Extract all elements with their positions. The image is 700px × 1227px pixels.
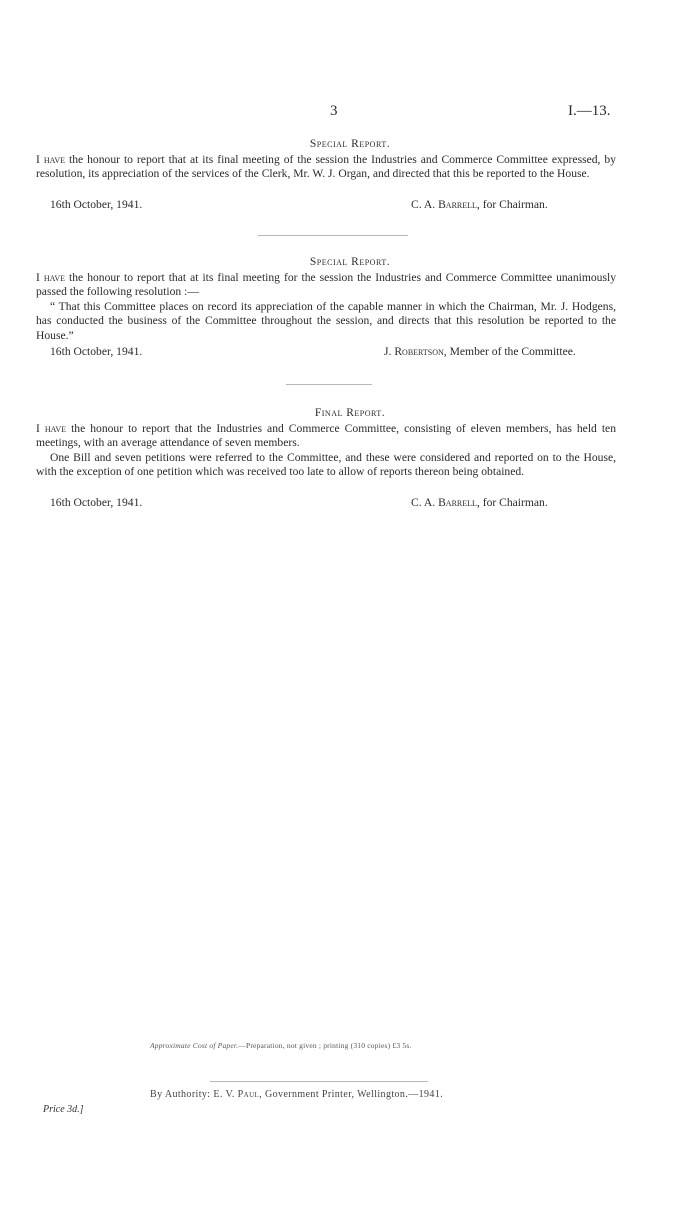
- report-paragraph: [36, 422, 616, 480]
- cost-footnote: [150, 1041, 412, 1050]
- signatory: [411, 496, 548, 509]
- report-date: 16th October, 1941.: [50, 345, 143, 358]
- paragraph-text: the honour to report that at its final meeting of the session the Industries and Commerce Committee expressed, by resolution, its appreciation of the services of the Clerk, Mr. W. J. Organ, and directed that this be reported to the House.: [36, 153, 616, 181]
- printer-name: Paul: [237, 1089, 260, 1100]
- section-divider: [258, 235, 408, 236]
- paragraph-text: the honour to report that at its final meeting for the session the Industries and Commerce Committee unanimously passed the following resolution :—: [36, 271, 616, 299]
- signatory-name: Robertson: [394, 345, 444, 358]
- paragraph-text: One Bill and seven petitions were referred to the Committee, and these were considered and reported on to the House, with the exception of one petition which was received too late to allow of reports thereon being obtained.: [36, 450, 616, 479]
- section-heading: Special Report.: [309, 256, 391, 268]
- lead-words: I have: [36, 271, 66, 284]
- page-number: 3: [330, 103, 338, 119]
- signatory-initials: J.: [384, 345, 395, 358]
- section-divider: [286, 384, 372, 385]
- footer-divider: [210, 1081, 428, 1082]
- cost-label: Approximate Cost of Paper.: [150, 1041, 239, 1050]
- paragraph-text: the honour to report that the Industries and Commerce Committee, consisting of eleven members, has held ten meetings, with an average attendance of seven members.: [36, 422, 617, 450]
- printer-authority: [150, 1089, 443, 1100]
- signatory-initials: C. A.: [411, 496, 439, 509]
- resolution-quote: “ That this Committee places on record its appreciation of the capable manner in which the Chairman, Mr. J. Hodgens, has conducted the business of the Committee throughout the session, and directs that this resolution be reported to the House.”: [36, 299, 616, 342]
- signatory-role: , for Chairman.: [476, 496, 548, 509]
- signatory: [411, 198, 548, 211]
- lead-words: I have: [36, 422, 67, 435]
- report-paragraph: [36, 153, 616, 182]
- signatory-role: , Member of the Committee.: [443, 345, 576, 358]
- signatory-role: , for Chairman.: [476, 198, 548, 211]
- signatory-name: Barrell: [438, 198, 477, 211]
- section-heading: Final Report.: [314, 407, 386, 419]
- report-paragraph: [36, 271, 616, 343]
- report-date: 16th October, 1941.: [50, 496, 143, 509]
- authority-suffix: , Government Printer, Wellington.—1941.: [259, 1089, 444, 1100]
- authority-prefix: By Authority: E. V.: [150, 1089, 238, 1100]
- signatory-initials: C. A.: [411, 198, 439, 211]
- cost-text: —Preparation, not given ; printing (310 copies) £3 5s.: [238, 1041, 412, 1050]
- signatory-name: Barrell: [438, 496, 477, 509]
- signatory: [384, 345, 576, 358]
- section-heading: Special Report.: [309, 138, 391, 150]
- report-date: 16th October, 1941.: [50, 198, 143, 211]
- lead-words: I have: [36, 153, 66, 166]
- price-label: Price 3d.]: [43, 1104, 84, 1115]
- document-reference: I.—13.: [568, 103, 611, 119]
